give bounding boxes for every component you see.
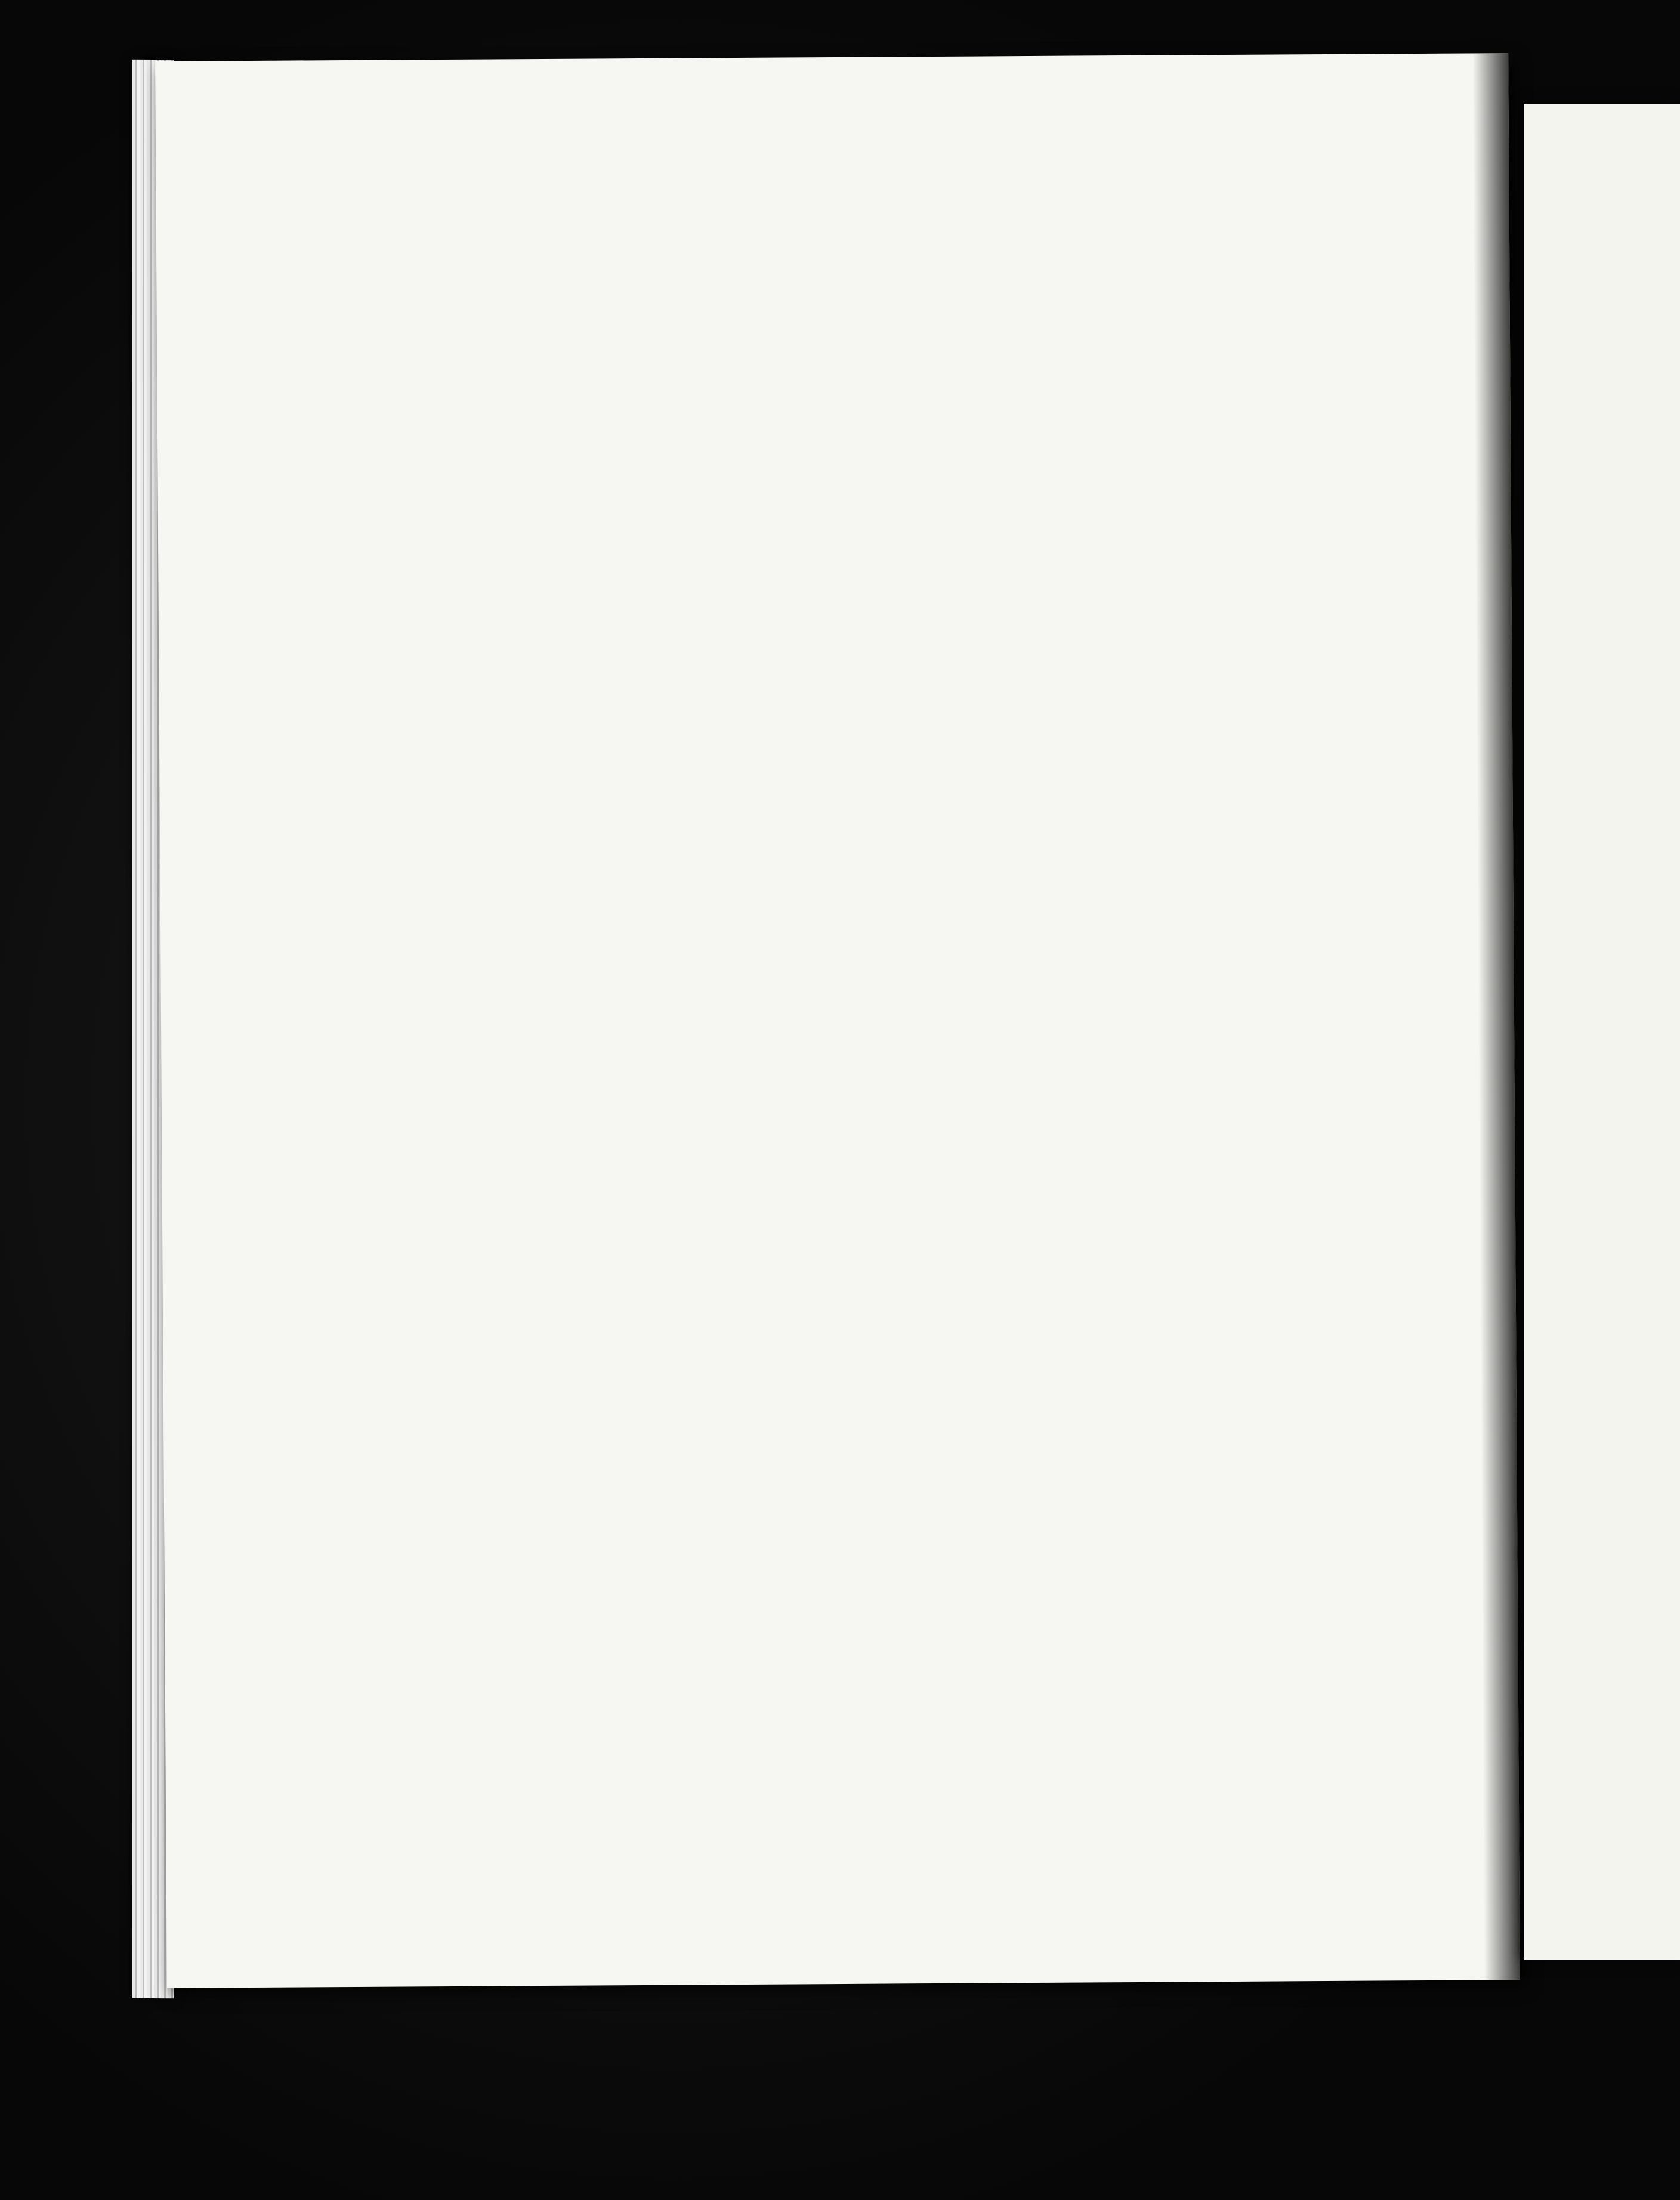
right-page bbox=[1524, 104, 1680, 1960]
left-page-content bbox=[161, 54, 1527, 1998]
